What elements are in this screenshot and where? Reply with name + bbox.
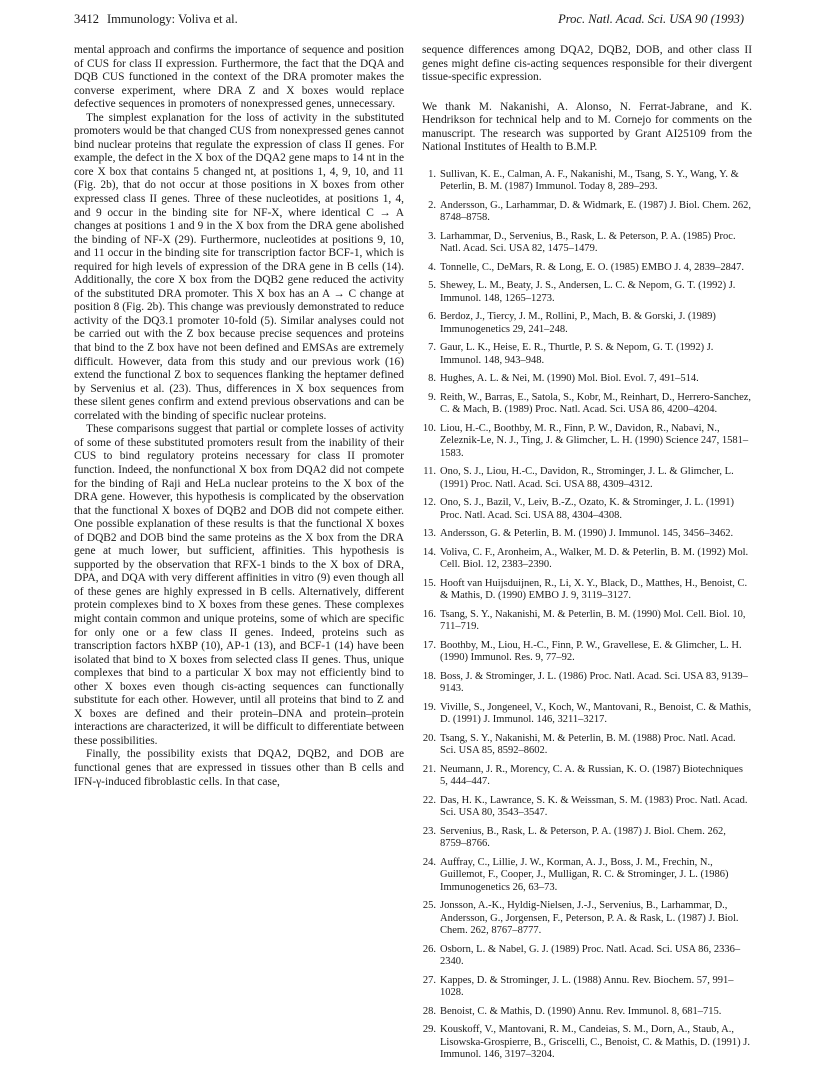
reference-text: Kouskoff, V., Mantovani, R. M., Candeias, S. M., Dorn, A., Staub, A., Lisowska-Grospierre, B., Griscelli, C., Benoist, C. & Mathis, D. (1991) J. Immunol. 146, 3197–3204.	[440, 1024, 751, 1061]
reference-number: 12.	[422, 497, 436, 509]
reference-text: Andersson, G. & Peterlin, B. M. (1990) J. Immunol. 145, 3456–3462.	[440, 528, 734, 540]
reference-text: Andersson, G., Larhammar, D. & Widmark, E. (1987) J. Biol. Chem. 262, 8748–8758.	[440, 199, 752, 224]
reference-text: Ono, S. J., Bazil, V., Leiv, B.-Z., Ozato, K. & Strominger, J. L. (1991) Proc. Natl. Acad. Sci. USA 88, 4304–4308.	[440, 497, 734, 521]
reference-item	[422, 702, 752, 727]
reference-text: Berdoz, J., Tiercy, J. M., Rollini, P., Mach, B. & Gorski, J. (1989) Immunogenetics 29, 241–248.	[440, 311, 716, 335]
reference-number: 17.	[422, 640, 436, 652]
reference-item	[422, 578, 752, 603]
reference-text: Gaur, L. K., Heise, E. R., Thurtle, P. S. & Nepom, G. T. (1992) J. Immunol. 148, 943–948.	[440, 342, 714, 366]
reference-item	[422, 231, 752, 256]
acknowledgment: We thank M. Nakanishi, A. Alonso, N. Ferrat-Jabrane, and K. Hendrikson for technical help and to M. Cornejo for comments on the manuscript. The research was supported by Grant AI25109 from the National Institutes of Health to B.M.P.	[422, 100, 752, 154]
reference-item	[422, 392, 752, 417]
reference-number: 1.	[428, 168, 436, 180]
reference-text: Neumann, J. R., Morency, C. A. & Russian, K. O. (1987) Biotechniques 5, 444–447.	[440, 764, 743, 788]
reference-text: Benoist, C. & Mathis, D. (1990) Annu. Rev. Immunol. 8, 681–715.	[440, 1005, 722, 1017]
reference-number: 2.	[428, 199, 436, 211]
reference-number: 16.	[422, 609, 436, 621]
reference-item	[422, 528, 752, 540]
paragraph-comparisons: These comparisons suggest that partial or complete losses of activity of some of these substituted promoters result from the inability of their CUS to bind regulatory proteins necessary for class II promoter function. Indeed, the nonfunctional X box from DQA2 did not compete for the binding of Raji and HeLa nuclear proteins to the X box of the DRA gene. However, this hypothesis is complicated by the observation that the functional X boxes of DQB2 and DOB did not compete either. One possible explanation of these results is that the functional X boxes of DQB2 and DOB bind the same proteins as the X box from the DRA gene at much lower, but sufficient, affinities. This hypothesis is supported by the observation that RFX-1 binds to the X box of DRA, DPA, and DQA with very different affinities in vitro (9) even though all of these genes are highly expressed in B cells. Alternatively, different protein complexes bind to X boxes from these genes. These complexes might contain common and unique proteins, some of which are specific for only one or a few class II genes. Indeed, proteins such as transcription factors hXBP (10), AP-1 (13), and BCF-1 (14) have been isolated that bind to X boxes from selected class II genes. Thus, unique complexes that bind to a particular X box may not efficiently bind to other X boxes even though cis-acting sequences can functionally substitute for each other. However, until all proteins that bind to Z and X boxes are defined and their protein–DNA and protein–protein interactions are characterized, it will be difficult to differentiate between these possibilities.	[74, 423, 404, 747]
paragraph-sequence-differences: sequence differences among DQA2, DQB2, DOB, and other class II genes might define cis-acting sequences responsible for their divergent tissue-specific expression.	[422, 44, 752, 84]
reference-text: Jonsson, A.-K., Hyldig-Nielsen, J.-J., Servenius, B., Larhammar, D., Andersson, G., Jorgensen, F., Peterson, P. A. & Rask, L. (1987) J. Biol. Chem. 262, 8767–8777.	[440, 900, 739, 937]
reference-item	[422, 795, 752, 820]
reference-text: Reith, W., Barras, E., Satola, S., Kobr, M., Reinhart, D., Herrero-Sanchez, C. & Mach, B. (1989) Proc. Natl. Acad. Sci. USA 86, 4200–4204.	[440, 392, 752, 416]
reference-number: 11.	[423, 466, 436, 478]
reference-number: 6.	[428, 311, 436, 323]
reference-number: 14.	[422, 547, 436, 559]
left-column	[74, 44, 404, 789]
reference-item	[422, 640, 752, 665]
reference-item	[422, 423, 752, 460]
reference-text: Servenius, B., Rask, L. & Peterson, P. A. (1987) J. Biol. Chem. 262, 8759–8766.	[440, 826, 726, 850]
reference-item	[422, 826, 752, 851]
reference-item	[422, 280, 752, 305]
reference-number: 19.	[422, 702, 436, 714]
reference-text: Boothby, M., Liou, H.-C., Finn, P. W., Gravellese, E. & Glimcher, L. H. (1990) Immunol. Res. 9, 77–92.	[440, 640, 742, 664]
reference-item	[422, 311, 752, 336]
reference-item	[422, 169, 752, 194]
reference-text: Auffray, C., Lillie, J. W., Korman, A. J., Boss, J. M., Frechin, N., Guillemot, F., Cooper, J., Mulligan, R. C. & Strominger, J. L. (1986) Immunogenetics 26, 63–73.	[440, 857, 729, 893]
reference-text: Tsang, S. Y., Nakanishi, M. & Peterlin, B. M. (1988) Proc. Natl. Acad. Sci. USA 85, 8592–8602.	[440, 733, 736, 757]
reference-number: 29.	[422, 1024, 436, 1036]
reference-text: Hooft van Huijsduijnen, R., Li, X. Y., Black, D., Matthes, H., Benoist, C. & Mathis, D. (1990) EMBO J. 9, 3119–3127.	[440, 578, 748, 602]
reference-number: 23.	[422, 826, 436, 838]
page-header	[74, 12, 744, 30]
running-title: Immunology: Voliva et al.	[107, 12, 238, 26]
reference-item	[422, 262, 752, 274]
reference-item	[422, 944, 752, 969]
reference-number: 27.	[422, 974, 436, 986]
reference-text: Kappes, D. & Strominger, J. L. (1988) Annu. Rev. Biochem. 57, 991–1028.	[440, 974, 734, 999]
reference-item	[422, 373, 752, 385]
reference-text: Das, H. K., Lawrance, S. K. & Weissman, S. M. (1983) Proc. Natl. Acad. Sci. USA 80, 3543–3547.	[440, 795, 748, 819]
reference-text: Viville, S., Jongeneel, V., Koch, W., Mantovani, R., Benoist, C. & Mathis, D. (1991) J. Immunol. 146, 3211–3217.	[440, 702, 752, 726]
reference-item	[422, 200, 752, 225]
reference-number: 18.	[422, 671, 436, 683]
reference-list	[422, 169, 752, 1062]
reference-number: 15.	[422, 578, 436, 590]
reference-number: 20.	[422, 733, 436, 745]
right-column	[422, 44, 752, 1068]
reference-number: 22.	[422, 795, 436, 807]
reference-text: Ono, S. J., Liou, H.-C., Davidon, R., Strominger, J. L. & Glimcher, L. (1991) Proc. Natl. Acad. Sci. USA 88, 4309–4312.	[440, 466, 734, 490]
reference-text: Osborn, L. & Nabel, G. J. (1989) Proc. Natl. Acad. Sci. USA 86, 2336–2340.	[440, 943, 741, 968]
reference-number: 10.	[422, 423, 436, 435]
reference-number: 3.	[428, 230, 436, 242]
reference-text: Tsang, S. Y., Nakanishi, M. & Peterlin, B. M. (1990) Mol. Cell. Biol. 10, 711–719.	[440, 609, 746, 633]
reference-item	[422, 497, 752, 522]
reference-text: Hughes, A. L. & Nei, M. (1990) Mol. Biol. Evol. 7, 491–514.	[440, 373, 699, 385]
reference-item	[422, 466, 752, 491]
reference-item	[422, 857, 752, 894]
reference-item	[422, 733, 752, 758]
paragraph-finally: Finally, the possibility exists that DQA2, DQB2, and DOB are functional genes that are expressed in tissues other than B cells and IFN-γ-induced fibroblastic cells. In that case,	[74, 748, 404, 788]
paragraph-simplest-explanation: The simplest explanation for the loss of activity in the substituted promoters would be that changed CUS from nonexpressed genes cannot bind nuclear proteins that regulate the expression of class II genes. For example, the defect in the X box of the DQA2 gene maps to 14 nt in the core X box that contains 5 changed nt, at positions 1, 4, 9, 10, and 11 (Fig. 2b), that do not occur at those positions in X boxes from other expressed class II genes. Three of these nucleotides, at positions 1, 4, and 9 occur in the binding site for NF-X, where identical C → A changes at positions 1 and 9 in the X box from the DRA gene abolished the binding of NF-X (29). Furthermore, nucleotides at positions 9, 10, and 11 occur in the binding site for transcription factor BCF-1, which is required for high levels of expression of the DRA gene in B cells (14). Additionally, the core X box from the DQB2 gene reduced the activity of the substituted DRA promoter. This X box has an A → C change at position 8 (Fig. 2b). This change was previously demonstrated to reduce activity of the DQ3.1 promoter 10-fold (5). Similar analyses could not be carried out with the Z box because precise sequences and proteins that bind to the Z box have not been defined and EMSAs are extremely difficult. However, data from this study and our previous work (16) extend the functional Z box to sequences flanking the heptamer defined by Servenius et al. (23). Thus, differences in X box sequences from these silent genes confirm and extend previous observations and can be correlated with the binding of specific nuclear proteins.	[74, 111, 404, 422]
reference-item	[422, 671, 752, 696]
reference-number: 13.	[422, 528, 436, 540]
page-number: 3412	[74, 12, 99, 26]
reference-number: 8.	[428, 373, 436, 385]
reference-text: Tonnelle, C., DeMars, R. & Long, E. O. (1985) EMBO J. 4, 2839–2847.	[440, 261, 745, 273]
reference-text: Boss, J. & Strominger, J. L. (1986) Proc. Natl. Acad. Sci. USA 83, 9139–9143.	[440, 671, 748, 695]
reference-item	[422, 547, 752, 572]
reference-text: Liou, H.-C., Boothby, M. R., Finn, P. W., Davidon, R., Nabavi, N., Zeleznik-Le, N. J., Ting, J. & Glimcher, L. H. (1990) Science 247, 1581–1583.	[440, 423, 749, 459]
reference-item	[422, 342, 752, 367]
reference-number: 5.	[428, 280, 436, 292]
reference-number: 4.	[428, 261, 436, 273]
paragraph-continued: mental approach and confirms the importance of sequence and position of CUS for class II expression. Furthermore, the fact that the DQA and DQB CUS functioned in the context of the DRA promoter makes the converse experiment, where DRA Z and X boxes would replace defective sequences in promoters of nonexpressed genes, unnecessary.	[74, 44, 404, 111]
reference-item	[422, 900, 752, 937]
reference-number: 26.	[422, 943, 436, 955]
reference-item	[422, 609, 752, 634]
reference-number: 25.	[422, 900, 436, 912]
reference-item	[422, 975, 752, 1000]
reference-number: 24.	[422, 857, 436, 869]
reference-text: Voliva, C. F., Aronheim, A., Walker, M. D. & Peterlin, B. M. (1992) Mol. Cell. Biol. 12, 2383–2390.	[440, 547, 749, 571]
reference-text: Sullivan, K. E., Calman, A. F., Nakanishi, M., Tsang, S. Y., Wang, Y. & Peterlin, B. M. (1987) Immunol. Today 8, 289–293.	[440, 168, 739, 193]
reference-number: 9.	[428, 392, 436, 404]
reference-text: Shewey, L. M., Beaty, J. S., Andersen, L. C. & Nepom, G. T. (1992) J. Immunol. 148, 1265–1273.	[440, 280, 736, 304]
reference-text: Larhammar, D., Servenius, B., Rask, L. & Peterson, P. A. (1985) Proc. Natl. Acad. Sci. USA 82, 1475–1479.	[440, 230, 736, 255]
journal-citation: Proc. Natl. Acad. Sci. USA 90 (1993)	[558, 12, 744, 26]
reference-item	[422, 1024, 752, 1061]
reference-item	[422, 764, 752, 789]
reference-number: 7.	[428, 342, 436, 354]
reference-item	[422, 1006, 752, 1018]
reference-number: 28.	[422, 1005, 436, 1017]
reference-number: 21.	[422, 764, 436, 776]
